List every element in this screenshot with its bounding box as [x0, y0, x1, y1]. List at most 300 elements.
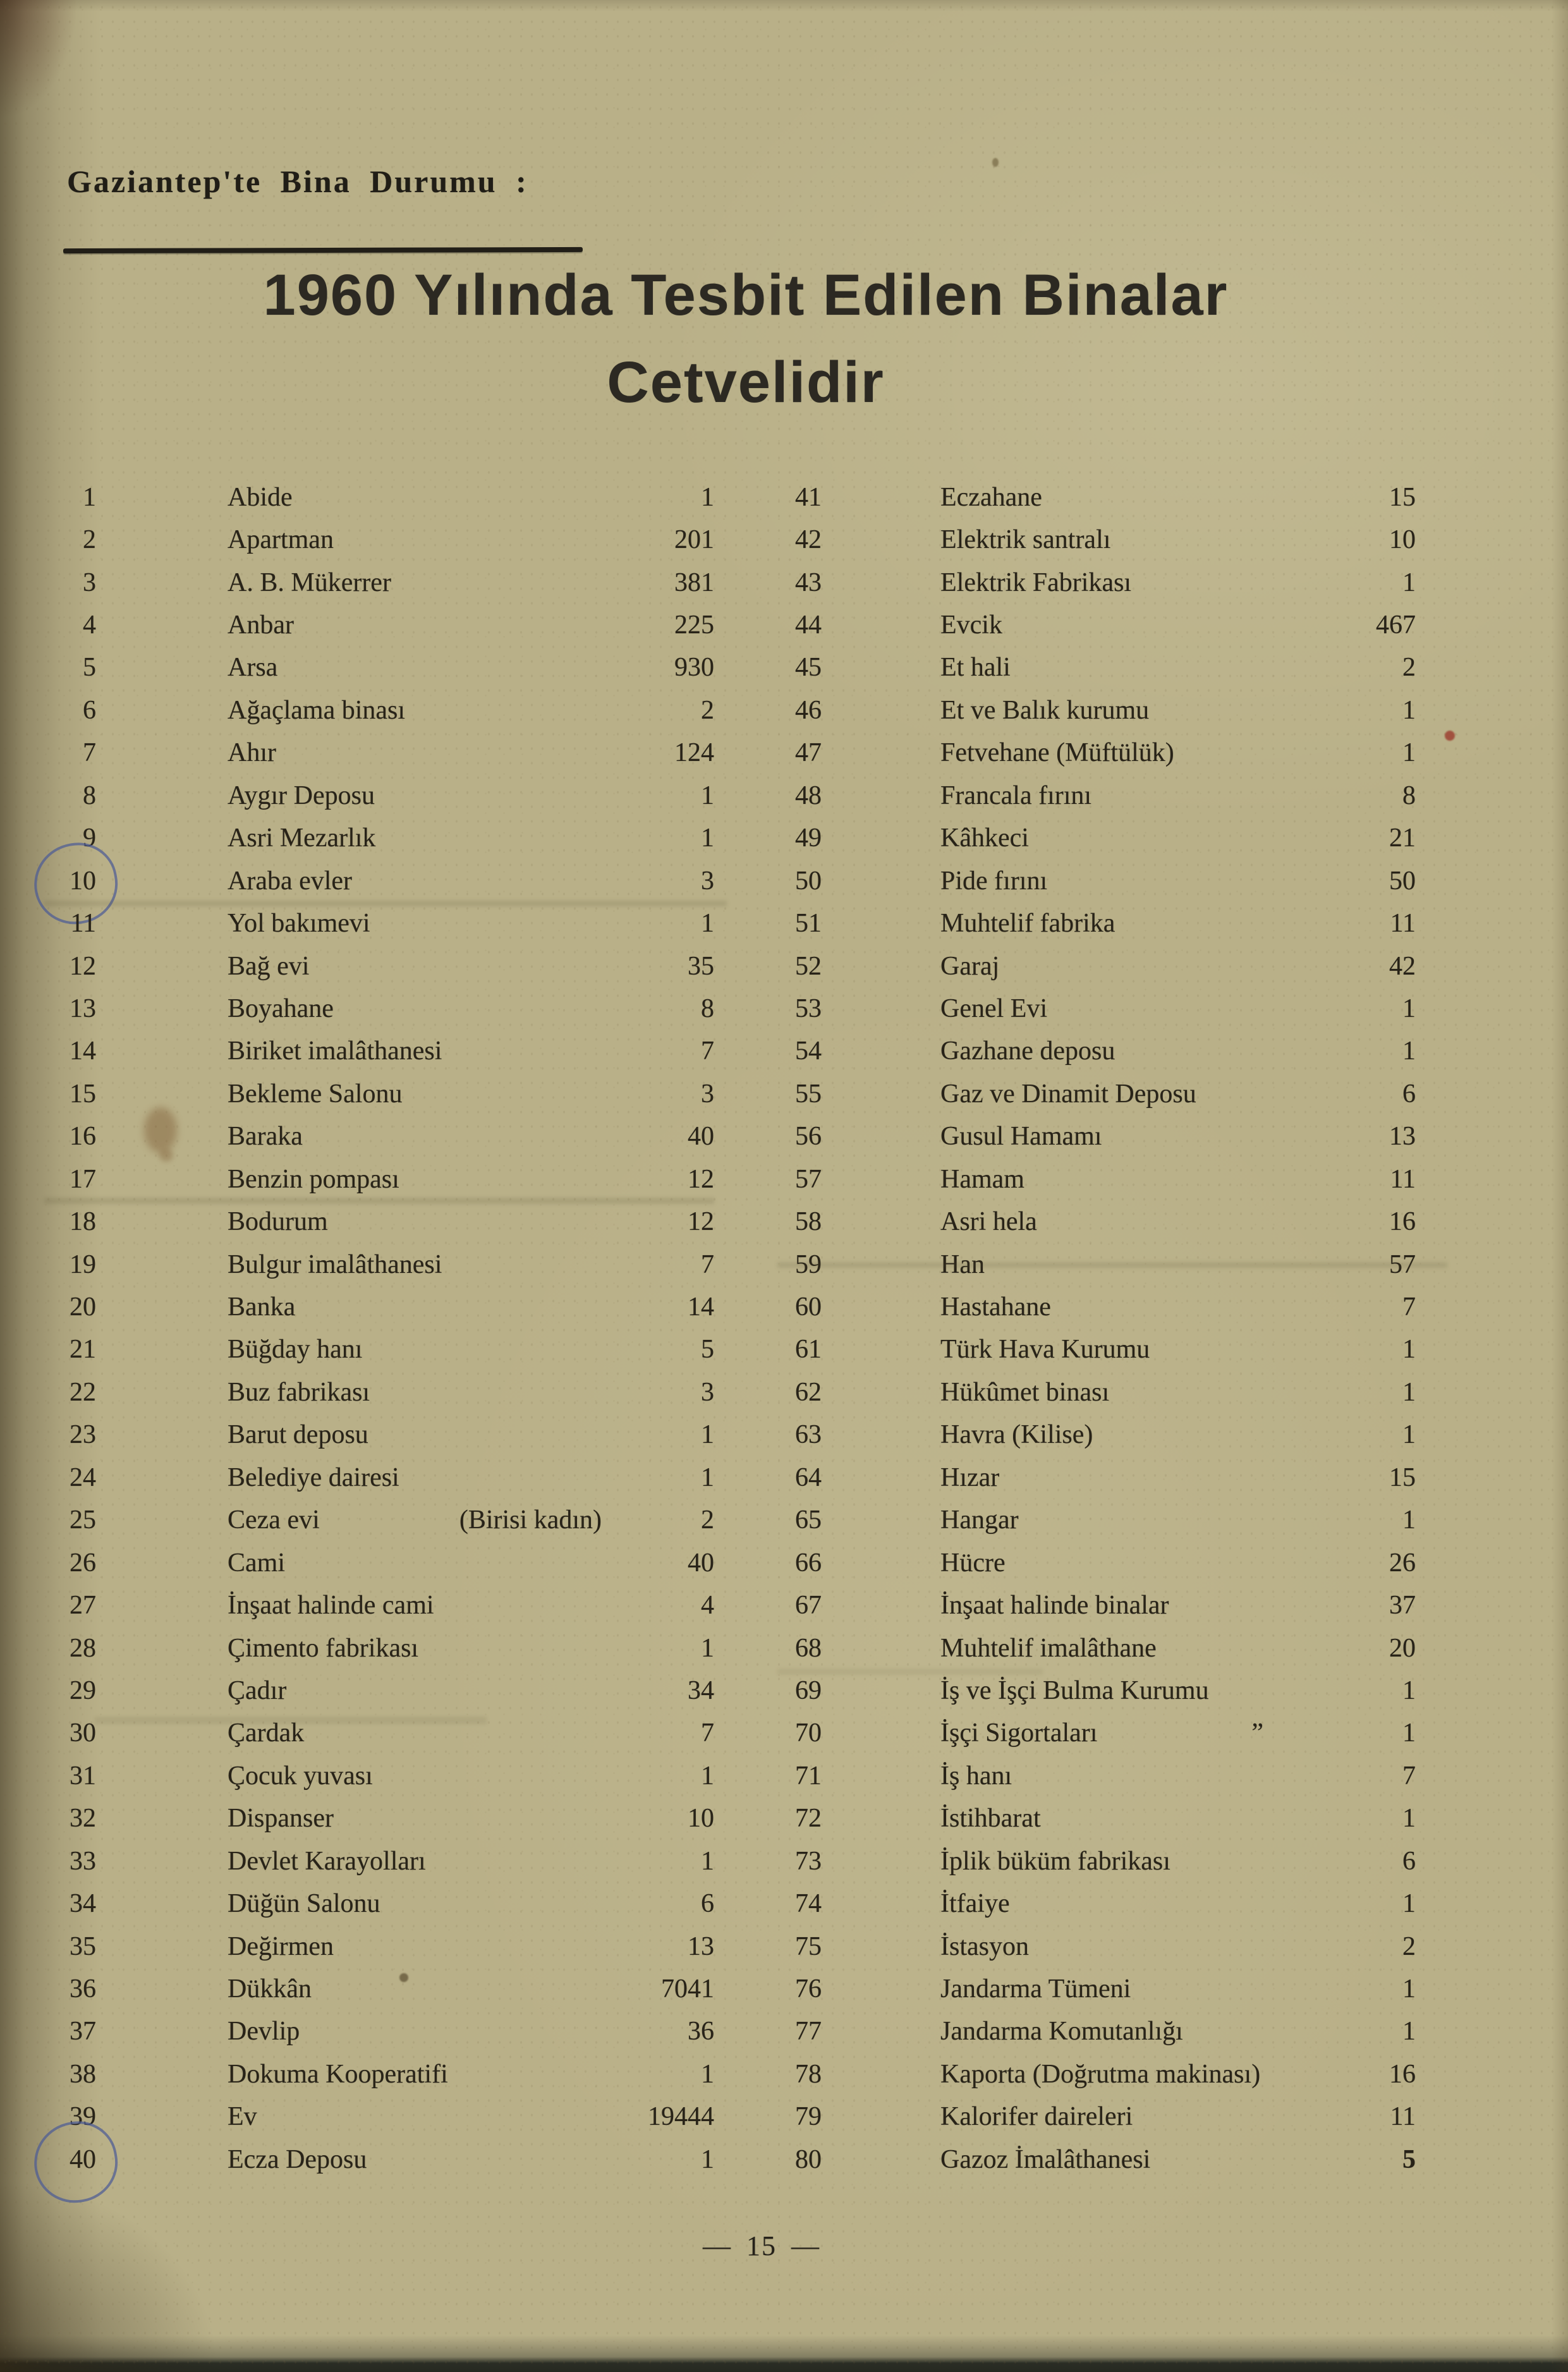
row-number: 29	[70, 1676, 96, 1705]
building-count: 1	[701, 1761, 714, 1791]
row-number: 72	[795, 1804, 822, 1834]
building-type-label: Han	[940, 1250, 985, 1279]
row-number: 12	[70, 951, 96, 981]
row-number: 34	[70, 1889, 96, 1919]
building-count: 7	[1402, 1761, 1416, 1791]
row-number: 5	[83, 653, 96, 683]
building-count: 8	[1402, 781, 1416, 810]
building-type-label: Hükûmet binası	[940, 1377, 1110, 1407]
table-row	[56, 1200, 714, 1243]
table-row	[56, 561, 714, 604]
row-note: ”	[1251, 1718, 1303, 1748]
building-type-label: Ecza Deposu	[228, 2144, 367, 2174]
building-type-label: İş hanı	[940, 1761, 1012, 1791]
paper-stain	[1445, 731, 1455, 741]
building-type-label: A. B. Mükerrer	[228, 568, 391, 597]
row-number: 47	[795, 738, 822, 768]
building-count: 2	[701, 695, 714, 725]
row-number: 30	[70, 1718, 96, 1748]
row-number: 57	[795, 1164, 822, 1194]
table-row	[779, 1542, 1416, 1584]
building-type-label: Çadır	[228, 1676, 287, 1705]
building-count: 1	[1402, 1505, 1416, 1535]
table-row	[56, 1286, 714, 1328]
row-number: 33	[70, 1846, 96, 1876]
building-type-label: Ev	[228, 2102, 257, 2132]
building-count: 16	[1389, 1207, 1416, 1237]
building-count: 2	[1402, 653, 1416, 683]
row-number: 46	[795, 695, 822, 725]
building-type-label: Yol bakımevi	[228, 909, 370, 939]
table-row	[56, 518, 714, 561]
building-type-label: Eczahane	[940, 482, 1042, 512]
row-number: 27	[70, 1591, 96, 1621]
building-type-label: Benzin pompası	[228, 1164, 399, 1194]
row-number: 54	[795, 1037, 822, 1066]
building-type-label: İtfaiye	[940, 1889, 1010, 1919]
table-row	[56, 1925, 714, 1968]
table-row	[779, 817, 1416, 860]
building-type-label: Belediye dairesi	[228, 1463, 399, 1492]
row-number: 43	[795, 568, 822, 597]
building-count: 11	[1390, 1164, 1416, 1194]
building-count: 26	[1389, 1548, 1416, 1578]
table-row	[56, 817, 714, 860]
building-type-label: Jandarma Komutanlığı	[940, 2017, 1183, 2047]
row-number: 8	[83, 781, 96, 810]
row-number: 79	[795, 2102, 822, 2132]
table-row	[56, 774, 714, 817]
building-count: 1	[701, 1420, 714, 1450]
building-count: 16	[1389, 2059, 1416, 2089]
building-type-label: İş ve İşçi Bulma Kurumu	[940, 1676, 1209, 1705]
building-count: 34	[688, 1676, 714, 1705]
row-number: 14	[70, 1037, 96, 1066]
row-number: 75	[795, 1931, 822, 1961]
building-count: 7	[701, 1718, 714, 1748]
table-row	[56, 987, 714, 1030]
building-type-label: Gazhane deposu	[940, 1037, 1115, 1066]
building-type-label: Muhtelif fabrika	[940, 909, 1115, 939]
table-row	[56, 1158, 714, 1200]
row-number: 52	[795, 951, 822, 981]
table-row	[56, 1755, 714, 1797]
building-count: 7	[701, 1037, 714, 1066]
table-row	[779, 647, 1416, 689]
building-count: 6	[701, 1889, 714, 1919]
building-type-label: Elektrik santralı	[940, 525, 1111, 555]
table-row	[779, 902, 1416, 944]
row-number: 39	[70, 2102, 96, 2132]
building-count: 5	[701, 1335, 714, 1365]
building-count: 35	[688, 951, 714, 981]
building-count: 1	[701, 2059, 714, 2089]
building-type-label: İnşaat halinde binalar	[940, 1591, 1169, 1621]
building-count: 50	[1389, 866, 1416, 896]
building-count: 2	[701, 1505, 714, 1535]
row-number: 40	[56, 2144, 96, 2175]
row-number: 23	[70, 1420, 96, 1450]
row-number: 31	[70, 1761, 96, 1791]
table-row	[56, 1882, 714, 1925]
row-number: 2	[83, 525, 96, 555]
page-number: — 15 —	[703, 2230, 820, 2261]
table-row	[56, 860, 714, 902]
building-count: 21	[1389, 824, 1416, 853]
building-count: 11	[1390, 2102, 1416, 2132]
building-count: 1	[1402, 1804, 1416, 1834]
paper-stain	[992, 158, 999, 167]
row-number: 61	[795, 1335, 822, 1365]
row-number: 62	[795, 1377, 822, 1407]
building-count: 2	[1402, 1931, 1416, 1961]
table-row	[779, 2010, 1416, 2053]
row-number: 25	[70, 1505, 96, 1535]
table-row	[56, 2096, 714, 2138]
row-number: 24	[70, 1463, 96, 1492]
building-type-label: Kaporta (Doğrutma makinası)	[940, 2059, 1261, 2089]
row-number: 32	[70, 1804, 96, 1834]
building-type-label: Çimento fabrikası	[228, 1633, 419, 1663]
building-count: 124	[674, 738, 714, 768]
table-row	[779, 1925, 1416, 1968]
building-count: 225	[674, 611, 714, 640]
building-count: 8	[701, 994, 714, 1023]
table-row	[779, 1414, 1416, 1456]
page-title-line1: 1960 Yılında Tesbit Edilen Binalar	[263, 263, 1229, 327]
building-type-label: Dispanser	[228, 1804, 334, 1834]
table-row	[56, 1371, 714, 1413]
row-number: 71	[795, 1761, 822, 1791]
building-type-label: Et hali	[940, 653, 1011, 683]
building-type-label: Evcik	[940, 611, 1002, 640]
building-count: 36	[688, 2017, 714, 2047]
building-type-label: İnşaat halinde cami	[228, 1591, 434, 1621]
row-number: 70	[795, 1718, 822, 1748]
building-type-label: İstasyon	[940, 1931, 1029, 1961]
building-type-label: Ağaçlama binası	[228, 695, 406, 725]
table-row	[779, 774, 1416, 817]
table-row	[56, 1329, 714, 1371]
table-row	[56, 1243, 714, 1286]
table-right-column	[779, 476, 1416, 2181]
row-number: 10	[56, 866, 96, 896]
building-type-label: Cami	[228, 1548, 285, 1578]
table-row	[56, 689, 714, 731]
row-number: 17	[70, 1164, 96, 1194]
row-number: 58	[795, 1207, 822, 1237]
building-count: 13	[688, 1931, 714, 1961]
building-count: 1	[1402, 738, 1416, 768]
building-count: 7	[701, 1250, 714, 1279]
row-number: 22	[70, 1377, 96, 1407]
row-number: 76	[795, 1974, 822, 2004]
table-row	[56, 604, 714, 646]
building-count: 10	[688, 1804, 714, 1834]
building-type-label: Hastahane	[940, 1292, 1051, 1322]
building-type-label: Devlet Karayolları	[228, 1846, 426, 1876]
table-row	[779, 1627, 1416, 1669]
building-count: 12	[688, 1164, 714, 1194]
row-number: 38	[70, 2059, 96, 2089]
row-number: 78	[795, 2059, 822, 2089]
row-number: 13	[70, 994, 96, 1023]
row-number: 55	[795, 1079, 822, 1109]
building-count: 14	[688, 1292, 714, 1322]
table-row	[779, 1030, 1416, 1073]
table-row	[56, 647, 714, 689]
table-row	[779, 476, 1416, 518]
table-row	[779, 1712, 1416, 1755]
table-row	[56, 1669, 714, 1712]
table-row	[779, 1073, 1416, 1115]
row-number: 67	[795, 1591, 822, 1621]
row-number: 36	[70, 1974, 96, 2004]
row-number: 77	[795, 2017, 822, 2047]
building-count: 57	[1389, 1250, 1416, 1279]
building-count: 1	[701, 781, 714, 810]
row-number: 7	[83, 738, 96, 768]
building-type-label: Baraka	[228, 1122, 303, 1152]
building-count: 1	[701, 824, 714, 853]
building-count: 1	[1402, 695, 1416, 725]
row-number: 37	[70, 2017, 96, 2047]
table-row	[779, 1371, 1416, 1413]
row-number: 65	[795, 1505, 822, 1535]
building-type-label: Dükkân	[228, 1974, 312, 2004]
building-type-label: Gaz ve Dinamit Deposu	[940, 1079, 1196, 1109]
table-row	[56, 476, 714, 518]
table-row	[779, 1158, 1416, 1200]
building-type-label: Büğday hanı	[228, 1335, 363, 1365]
building-count: 1	[701, 909, 714, 939]
building-type-label: Çocuk yuvası	[228, 1761, 373, 1791]
row-number: 4	[83, 611, 96, 640]
building-type-label: Garaj	[940, 951, 1000, 981]
row-number: 66	[795, 1548, 822, 1578]
building-count: 3	[701, 1079, 714, 1109]
row-number: 42	[795, 525, 822, 555]
building-type-label: Francala fırını	[940, 781, 1092, 810]
table-row	[56, 1712, 714, 1755]
building-count: 15	[1389, 1463, 1416, 1492]
table-row	[56, 1030, 714, 1073]
building-type-label: Hızar	[940, 1463, 1000, 1492]
building-type-label: Bodurum	[228, 1207, 328, 1237]
table-row	[779, 1755, 1416, 1797]
row-number: 3	[83, 568, 96, 597]
row-number: 20	[70, 1292, 96, 1322]
building-type-label: Pide fırını	[940, 866, 1048, 896]
building-count: 1	[1402, 1377, 1416, 1407]
building-type-label: Ceza evi (Birisi kadın)	[228, 1505, 619, 1535]
table-row	[779, 1797, 1416, 1840]
building-count: 20	[1389, 1633, 1416, 1663]
row-number: 50	[795, 866, 822, 896]
building-count: 6	[1402, 1079, 1416, 1109]
building-count: 15	[1389, 482, 1416, 512]
building-type-label: Değirmen	[228, 1931, 334, 1961]
table-row	[779, 1243, 1416, 1286]
row-number: 74	[795, 1889, 822, 1919]
row-number: 60	[795, 1292, 822, 1322]
building-count: 4	[701, 1591, 714, 1621]
table-row	[56, 1414, 714, 1456]
building-type-label: Devlip	[228, 2017, 300, 2047]
row-number: 68	[795, 1633, 822, 1663]
building-type-label: Bekleme Salonu	[228, 1079, 403, 1109]
table-left-column	[56, 476, 714, 2181]
row-number: 19	[70, 1250, 96, 1279]
building-type-label: Et ve Balık kurumu	[940, 695, 1150, 725]
row-number: 45	[795, 653, 822, 683]
building-type-label: Düğün Salonu	[228, 1889, 380, 1919]
building-type-label: Jandarma Tümeni	[940, 1974, 1131, 2004]
table-row	[56, 1073, 714, 1115]
building-count: 19444	[648, 2102, 714, 2132]
row-number: 16	[70, 1122, 96, 1152]
building-count: 5	[1402, 2144, 1416, 2174]
table-row	[56, 1627, 714, 1669]
table-row	[779, 1669, 1416, 1712]
building-type-label: Banka	[228, 1292, 296, 1322]
building-type-label: Buz fabrikası	[228, 1377, 370, 1407]
building-count: 3	[701, 866, 714, 896]
table-row	[779, 732, 1416, 774]
building-type-label: Fetvehane (Müftülük)	[940, 738, 1174, 768]
building-type-label: Biriket imalâthanesi	[228, 1037, 442, 1066]
building-count: 1	[1402, 1420, 1416, 1450]
building-count: 930	[674, 653, 714, 683]
row-number: 41	[795, 482, 822, 512]
building-type-label: İplik büküm fabrikası	[940, 1846, 1170, 1876]
row-number: 56	[795, 1122, 822, 1152]
building-type-label: Havra (Kilise)	[940, 1420, 1093, 1450]
table-row	[56, 1968, 714, 2010]
building-count: 1	[701, 1846, 714, 1876]
table-row	[779, 1200, 1416, 1243]
row-number: 6	[83, 695, 96, 725]
building-count: 1	[701, 2144, 714, 2174]
building-type-label: Abide	[228, 482, 293, 512]
building-count: 1	[1402, 2017, 1416, 2047]
row-number: 53	[795, 994, 822, 1023]
table-row	[779, 689, 1416, 731]
row-number: 63	[795, 1420, 822, 1450]
table-row	[56, 1840, 714, 1882]
row-note: (Birisi kadın)	[459, 1505, 602, 1535]
section-header: Gaziantep'te Bina Durumu :	[67, 164, 528, 199]
building-count: 12	[688, 1207, 714, 1237]
table-row	[779, 1456, 1416, 1499]
row-number: 28	[70, 1633, 96, 1663]
building-count: 3	[701, 1377, 714, 1407]
row-number: 49	[795, 824, 822, 853]
row-number: 69	[795, 1676, 822, 1705]
table-row	[779, 2096, 1416, 2138]
building-type-label: Kalorifer daireleri	[940, 2102, 1133, 2132]
table-row	[779, 1584, 1416, 1626]
row-number: 51	[795, 909, 822, 939]
row-number: 48	[795, 781, 822, 810]
building-type-label: Bağ evi	[228, 951, 310, 981]
table-row	[56, 1116, 714, 1158]
table-row	[56, 945, 714, 987]
building-type-label: Dokuma Kooperatifi	[228, 2059, 448, 2089]
building-type-label: Gusul Hamamı	[940, 1122, 1102, 1152]
table-row	[779, 1968, 1416, 2010]
table-row	[56, 2053, 714, 2095]
building-type-label: Asri Mezarlık	[228, 824, 376, 853]
building-type-label: Arsa	[228, 653, 278, 683]
table-row	[56, 902, 714, 944]
row-number: 26	[70, 1548, 96, 1578]
building-count: 1	[1402, 1889, 1416, 1919]
table-row	[779, 1882, 1416, 1925]
building-type-label: Hücre	[940, 1548, 1006, 1578]
table-row	[56, 2138, 714, 2180]
building-count: 40	[688, 1122, 714, 1152]
building-type-label: Boyahane	[228, 994, 334, 1023]
building-count: 40	[688, 1548, 714, 1578]
building-count: 37	[1389, 1591, 1416, 1621]
building-count: 1	[1402, 1037, 1416, 1066]
building-count: 7	[1402, 1292, 1416, 1322]
row-number: 59	[795, 1250, 822, 1279]
building-count: 1	[1402, 1974, 1416, 2004]
building-type-label: Aygır Deposu	[228, 781, 375, 810]
building-count: 42	[1389, 951, 1416, 981]
building-type-label: Hamam	[940, 1164, 1024, 1194]
building-count: 1	[701, 482, 714, 512]
building-count: 1	[701, 1463, 714, 1492]
page-title	[0, 252, 1492, 426]
building-type-label: Genel Evi	[940, 994, 1048, 1023]
table-row	[56, 732, 714, 774]
building-type-label: Ahır	[228, 738, 276, 768]
row-number: 73	[795, 1846, 822, 1876]
building-type-label: Barut deposu	[228, 1420, 368, 1450]
row-number: 64	[795, 1463, 822, 1492]
building-type-label: İstihbarat	[940, 1804, 1041, 1834]
building-type-label: Kâhkeci	[940, 824, 1029, 853]
building-type-label: Asri hela	[940, 1207, 1037, 1237]
table-row	[779, 1286, 1416, 1328]
row-number: 15	[70, 1079, 96, 1109]
building-count: 381	[674, 568, 714, 597]
building-type-label: Gazoz İmalâthanesi	[940, 2144, 1151, 2174]
building-type-label: Apartman	[228, 525, 334, 555]
building-count: 201	[674, 525, 714, 555]
table-row	[56, 1456, 714, 1499]
building-type-label: Araba evler	[228, 866, 353, 896]
building-count: 10	[1389, 525, 1416, 555]
table-row	[779, 1116, 1416, 1158]
table-row	[779, 2138, 1416, 2180]
table-row	[779, 561, 1416, 604]
page-title-line2: Cetvelidir	[607, 350, 885, 415]
building-type-label: İşçi Sigortaları ”	[940, 1718, 1321, 1748]
building-type-label: Hangar	[940, 1505, 1019, 1535]
table-row	[779, 2053, 1416, 2095]
building-count: 467	[1376, 611, 1416, 640]
building-count: 7041	[661, 1974, 714, 2004]
row-number: 18	[70, 1207, 96, 1237]
table-row	[56, 1499, 714, 1542]
table-row	[779, 987, 1416, 1030]
building-type-label: Muhtelif imalâthane	[940, 1633, 1157, 1663]
row-number: 11	[70, 909, 96, 939]
